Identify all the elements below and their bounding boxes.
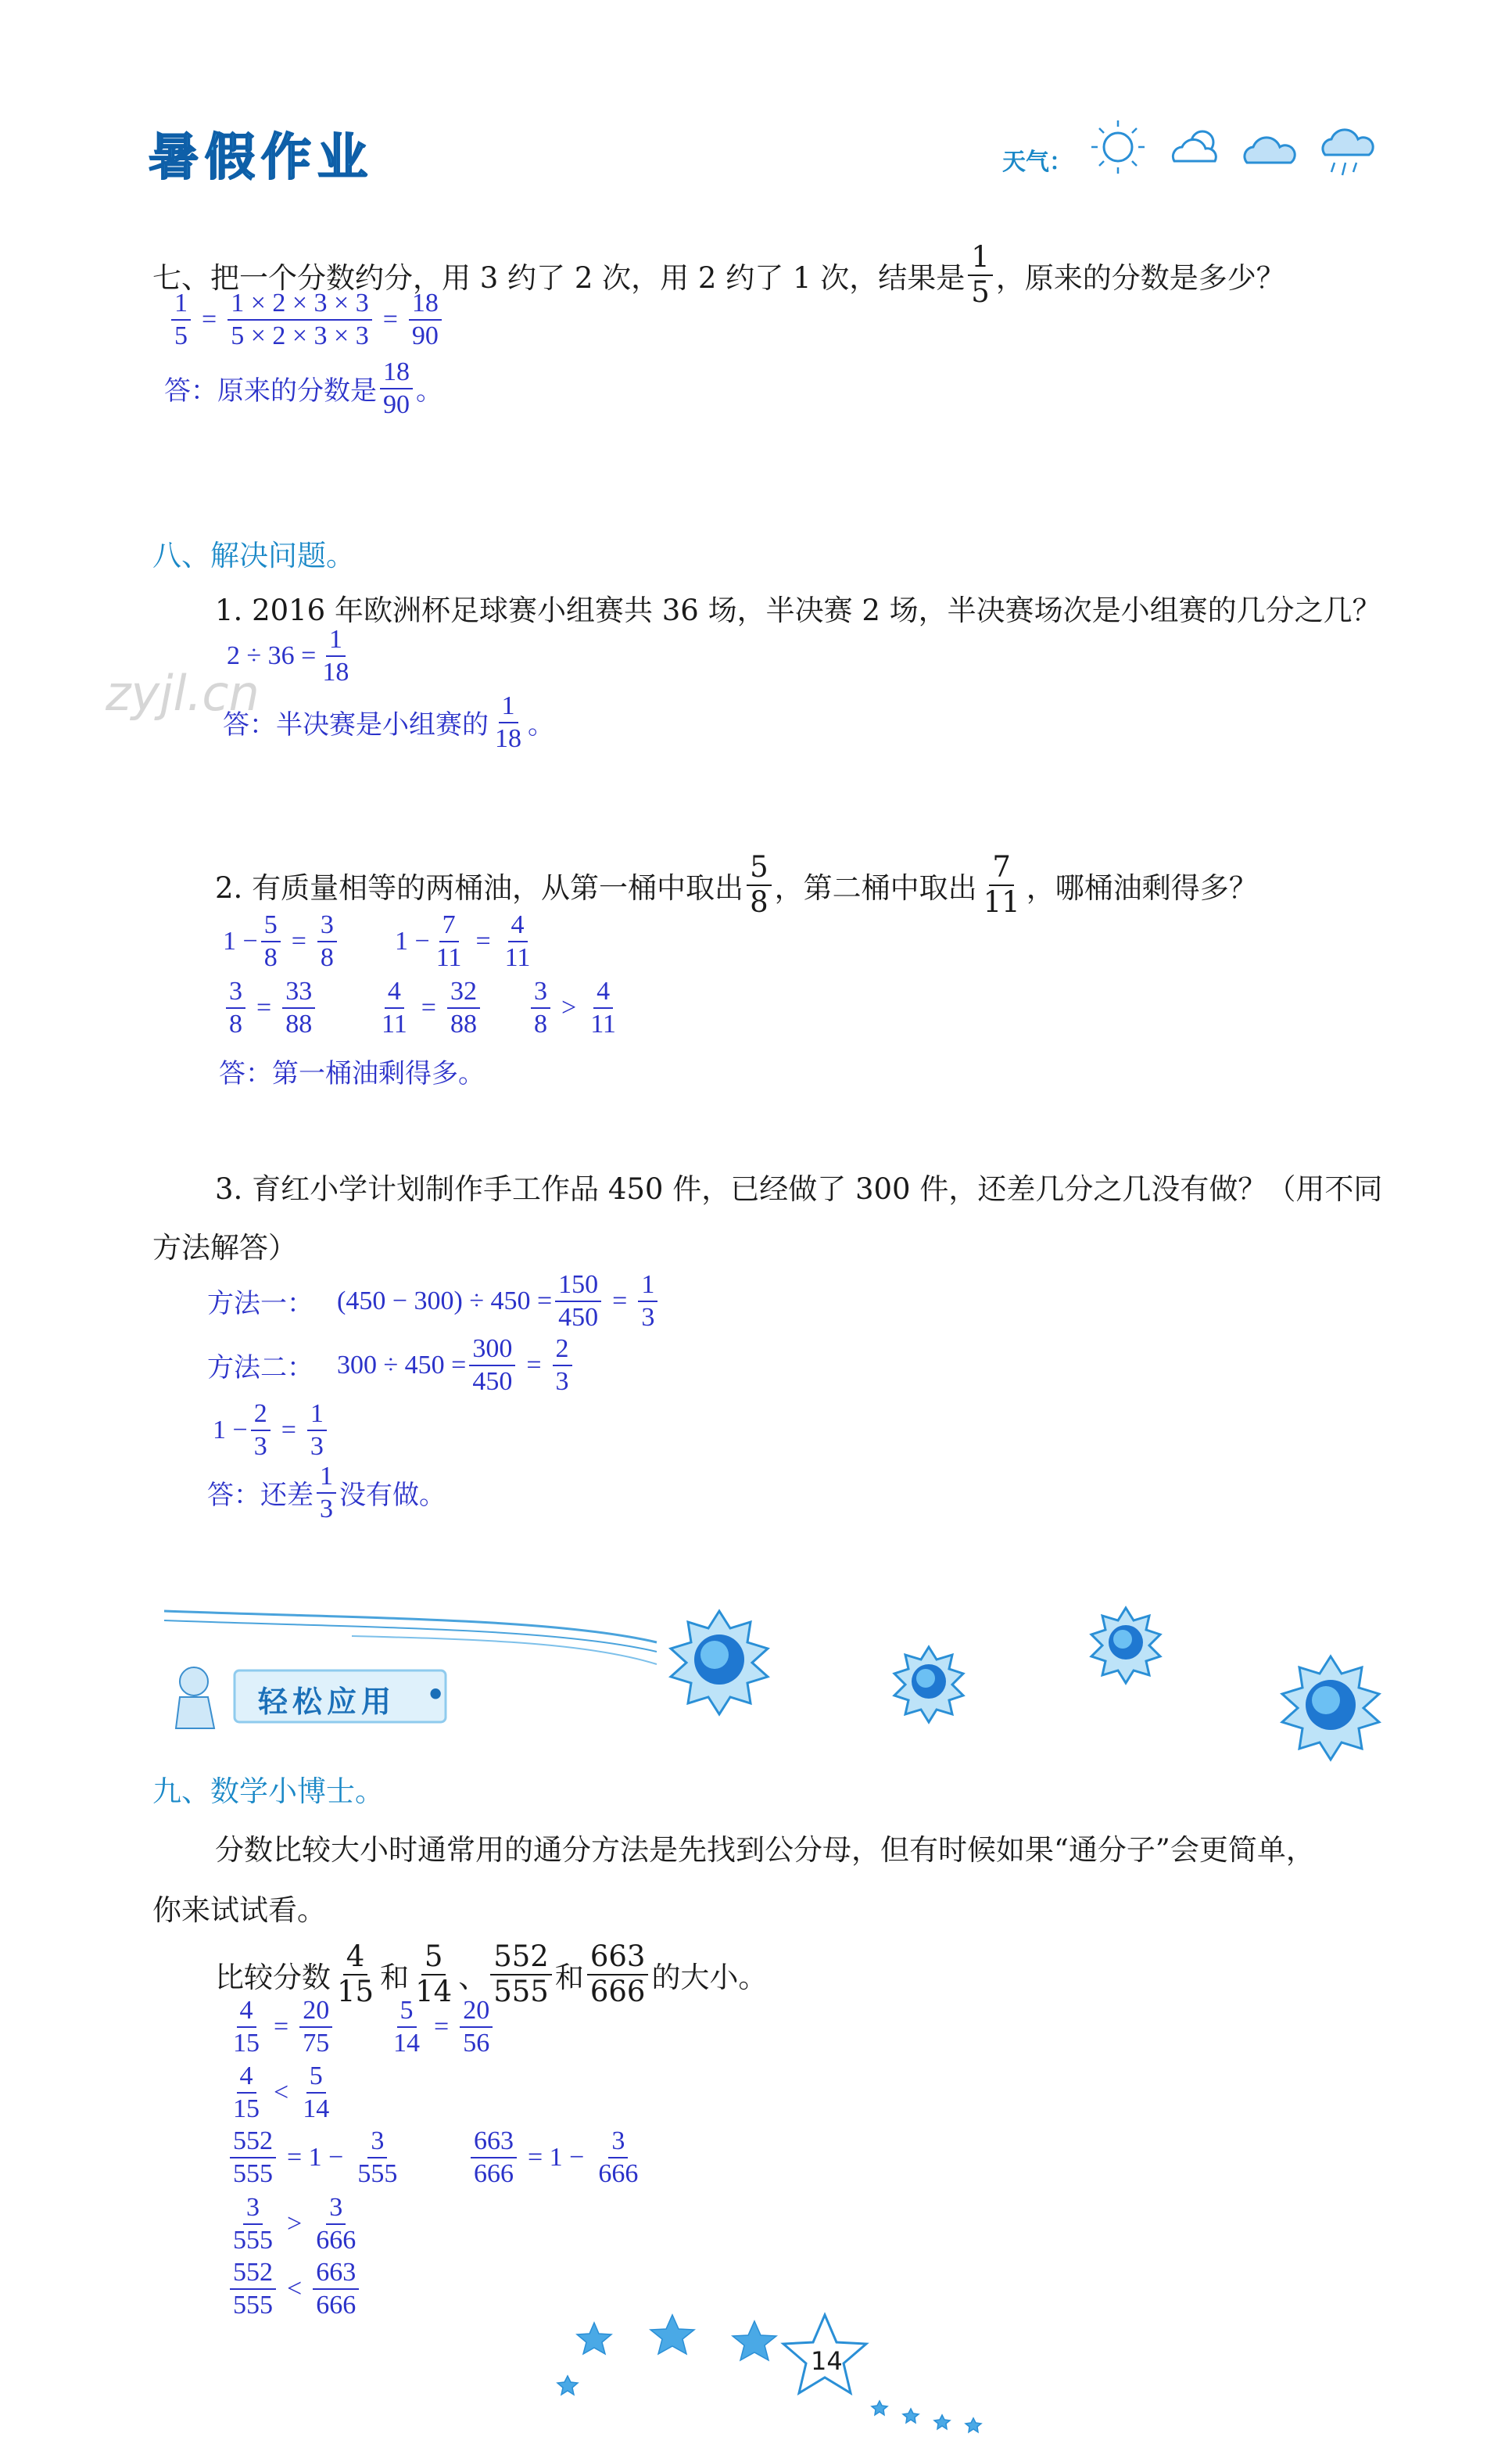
q7-prompt: 七、把一个分数约分，用 3 约了 2 次，用 2 约了 1 次，结果是 $\frac{1}{5}$ ，原来的分数是多少？ [152,240,1285,309]
watermark: zyjl.cn [106,665,260,722]
s9-step5: $\frac{552}{555}$ < $\frac{663}{666}$ [227,2259,362,2319]
s9-step3a: $\frac{552}{555}$ = 1 − $\frac{3}{555}$ [227,2127,403,2187]
p3-answer: 答：还差 $\frac{1}{3}$ 没有做。 [207,1462,446,1523]
s9-intro2: 你来试试看。 [152,1893,326,1927]
star-icon [966,2418,981,2432]
p2-line2c: $\frac{3}{8}$ > $\frac{4}{11}$ [528,978,622,1038]
star-icon [650,2315,694,2354]
star-icon [577,2323,611,2354]
s9-step3b: $\frac{663}{666}$ = 1 − $\frac{3}{666}$ [468,2127,644,2187]
s9-intro1: 分数比较大小时通常用的通分方法是先找到公分母，但有时候如果“通分子”会更简单， [215,1833,1315,1867]
p1-answer: 答：半决赛是小组赛的 $\frac{1}{18}$ 。 [223,691,554,753]
partly-cloudy-icon [1173,131,1216,161]
p3-method2: 方法二： 300 ÷ 450 = $\frac{300}{450}$ = $\frac{2}{3}$ [207,1335,575,1395]
star-icon [872,2401,887,2415]
star-icon [557,2376,578,2395]
p2-line2b: $\frac{4}{11}$ = $\frac{32}{88}$ [375,978,483,1038]
p3-line3: 1 − $\frac{2}{3}$ = $\frac{1}{3}$ [213,1400,330,1460]
app-banner-bullet: • [426,1678,450,1712]
p2-line1b: 1 − $\frac{7}{11}$ = $\frac{4}{11}$ [395,910,531,972]
sun-star-icon-3 [1091,1608,1160,1683]
s9-compare: 比较分数 $\frac{4}{15}$ 和 $\frac{5}{14}$ 、 $\frac{552}{555}$ 和 $\frac{663}{666}$ 的大小。 [215,1939,768,2008]
cloudy-icon [1245,138,1295,163]
p1-text: 1. 2016 年欧洲杯足球赛小组赛共 36 场，半决赛 2 场，半决赛场次是小组赛的几分之几？ [215,594,1381,627]
sun-icon [1091,120,1145,174]
footer-stars [539,2307,1024,2448]
star-icon [733,2321,776,2360]
sun-star-icon-2 [894,1647,963,1722]
section8-heading: 八、解决问题。 [152,539,355,572]
girl-icon [176,1667,214,1728]
rain-icon [1323,130,1373,175]
weather-icons [1087,117,1392,188]
q7-answer: 答：原来的分数是 $\frac{18}{90}$ 。 [164,357,442,419]
sun-star-icon-1 [671,1611,768,1714]
app-banner-label: 轻松应用 [258,1685,396,1719]
p3-text2: 方法解答） [152,1231,297,1265]
s9-step2: $\frac{4}{15}$ < $\frac{5}{14}$ [233,2061,330,2123]
section9-heading: 九、数学小博士。 [152,1774,384,1808]
s9-step1a: $\frac{4}{15}$ = $\frac{20}{75}$ [227,1997,335,2057]
s9-step1b: $\frac{5}{14}$ = $\frac{20}{56}$ [387,1997,496,2057]
p1-calc: 2 ÷ 36 = $\frac{1}{18}$ [227,625,349,687]
page-number: 14 [811,2346,843,2376]
p2-line1a: 1 − $\frac{5}{8}$ = $\frac{3}{8}$ [223,911,340,971]
star-icon [934,2415,950,2429]
page-title-logo: 暑假作业 [149,129,374,187]
p3-method1: 方法一： (450 − 300) ÷ 450 = $\frac{150}{450}$ = $\frac{1}{3}$ [207,1271,661,1331]
star-icon [903,2409,919,2423]
p3-text1: 3. 育红小学计划制作手工作品 450 件，已经做了 300 件，还差几分之几没有做？（用不同 [215,1172,1383,1206]
p2-line2a: $\frac{3}{8}$ = $\frac{33}{88}$ [223,978,318,1038]
s9-step4: $\frac{3}{555}$ > $\frac{3}{666}$ [233,2193,357,2255]
weather-label: 天气： [1002,149,1073,176]
sun-star-icon-4 [1282,1656,1379,1760]
p2-answer: 答：第一桶油剩得多。 [219,1060,485,1089]
q7-equation: $\frac{1}{5}$ = $\frac{1 \times 2 \times 3 \times 3}{5 \times 2 \times 3 \times 3}$ = $\frac{18}{90}$ [168,289,445,350]
p2-text: 2. 有质量相等的两桶油，从第一桶中取出 $\frac{5}{8}$ ，第二桶中取出 $\frac{7}{11}$ ，哪桶油剩得多？ [215,850,1258,919]
